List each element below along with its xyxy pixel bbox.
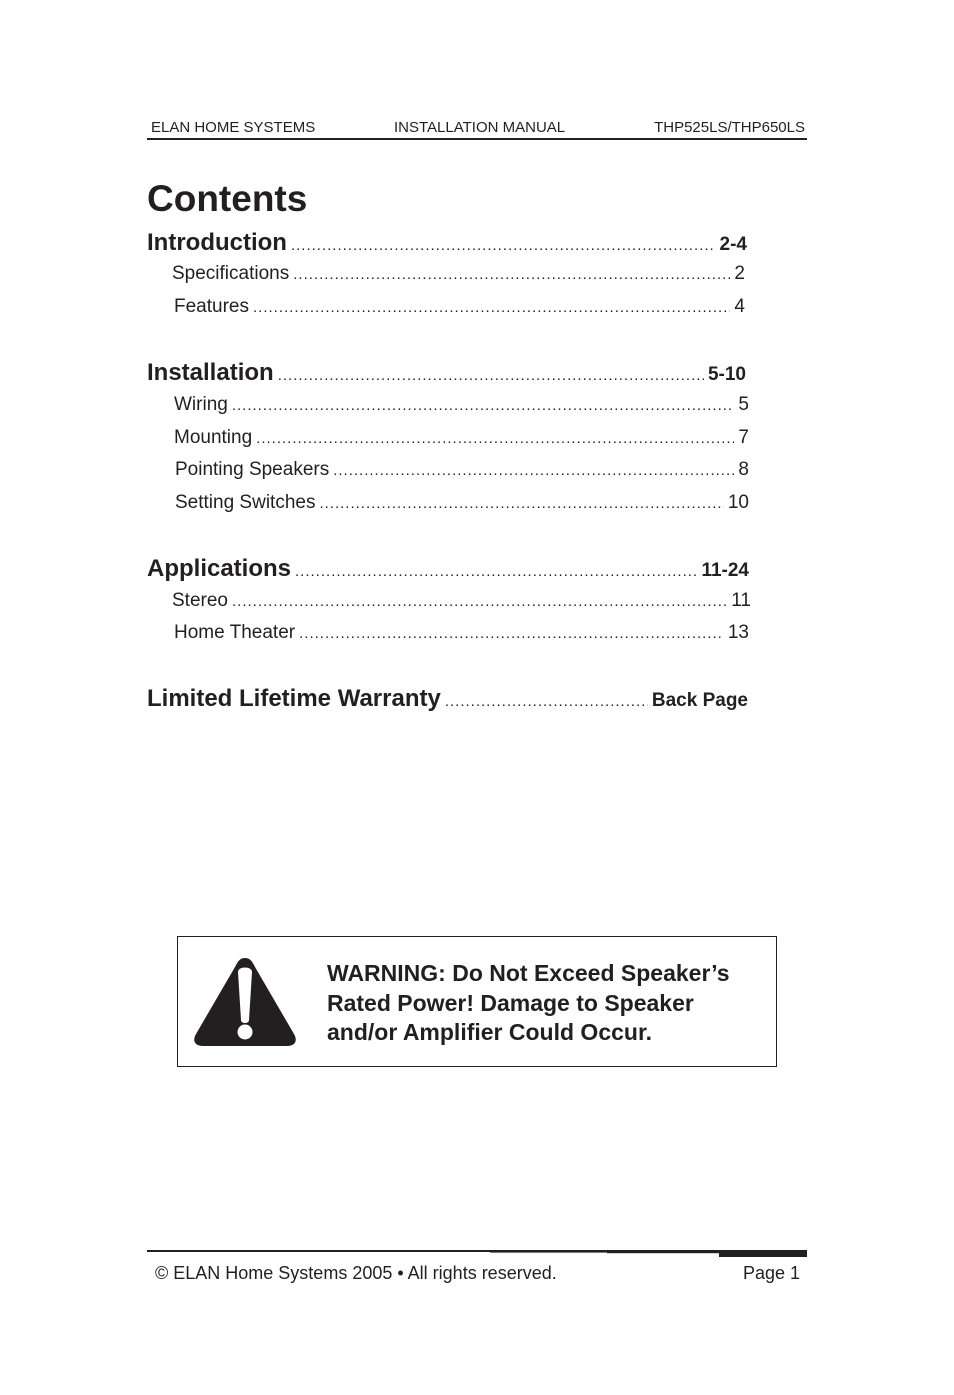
toc-label: Specifications: [172, 263, 290, 284]
warning-triangle-icon: [190, 952, 300, 1050]
toc-label: Introduction: [147, 229, 287, 256]
toc-page: 2-4: [719, 234, 747, 255]
toc-page: 10: [727, 492, 749, 513]
toc-leader: [278, 367, 704, 384]
warning-message: [327, 959, 767, 1048]
toc-entry-setting-switches[interactable]: [175, 492, 749, 518]
toc-leader: [253, 299, 730, 316]
toc-page: 8: [738, 459, 749, 480]
toc-page: 11: [731, 590, 751, 611]
warning-box: [177, 936, 777, 1067]
warning-line: WARNING: Do Not Exceed Speaker’s: [327, 960, 730, 986]
toc-leader: [256, 430, 734, 447]
toc-leader: [333, 462, 734, 479]
toc-page: 7: [738, 427, 749, 448]
toc-leader: [232, 397, 735, 414]
page-header: [147, 118, 807, 140]
toc-leader: [295, 563, 697, 580]
toc-page: 5-10: [707, 364, 746, 385]
toc-leader: [291, 237, 716, 254]
footer-rule: [147, 1250, 807, 1257]
header-model: THP525LS/THP650LS: [654, 119, 805, 136]
toc-label: Limited Lifetime Warranty: [147, 685, 441, 712]
header-document-type: INSTALLATION MANUAL: [394, 119, 566, 136]
toc-page: 4: [734, 296, 745, 317]
toc-label: Stereo: [172, 590, 228, 611]
toc-entry-features[interactable]: [174, 296, 745, 322]
toc-leader: [445, 693, 648, 710]
toc-leader: [319, 495, 723, 512]
toc-entry-wiring[interactable]: [174, 394, 749, 420]
toc-entry-warranty[interactable]: [147, 685, 748, 711]
toc-page: 13: [727, 622, 749, 643]
header-company: ELAN HOME SYSTEMS: [151, 119, 316, 136]
toc-leader: [293, 266, 730, 283]
footer-copyright: © ELAN Home Systems 2005 • All rights reserved.: [155, 1263, 557, 1283]
toc-page: 5: [738, 394, 749, 415]
toc-entry-introduction[interactable]: [147, 229, 747, 255]
warning-line: and/or Amplifier Could Occur.: [327, 1019, 653, 1045]
toc-entry-mounting[interactable]: [174, 427, 749, 453]
toc-label: Home Theater: [174, 622, 296, 643]
toc-entry-stereo[interactable]: [172, 590, 751, 616]
toc-page: 2: [734, 263, 745, 284]
toc-leader: [299, 625, 724, 642]
warning-line: Rated Power! Damage to Speaker: [327, 989, 694, 1016]
toc-page: 11-24: [701, 560, 749, 581]
page-title: Contents: [147, 178, 308, 219]
toc-entry-pointing-speakers[interactable]: [175, 459, 749, 485]
toc-entry-installation[interactable]: [147, 359, 746, 385]
toc-entry-specifications[interactable]: [172, 263, 745, 289]
toc-label: Installation: [147, 359, 274, 386]
toc-label: Wiring: [174, 394, 228, 415]
toc-entry-home-theater[interactable]: [174, 622, 749, 648]
toc-label: Mounting: [174, 427, 253, 448]
toc-label: Features: [174, 296, 249, 317]
toc-entry-applications[interactable]: [147, 555, 749, 581]
toc-label: Pointing Speakers: [175, 459, 330, 480]
toc-page: Back Page: [651, 690, 748, 711]
toc-leader: [232, 593, 727, 610]
toc-label: Setting Switches: [175, 492, 316, 513]
toc-label: Applications: [147, 555, 292, 582]
footer-page-number: Page 1: [742, 1263, 800, 1283]
